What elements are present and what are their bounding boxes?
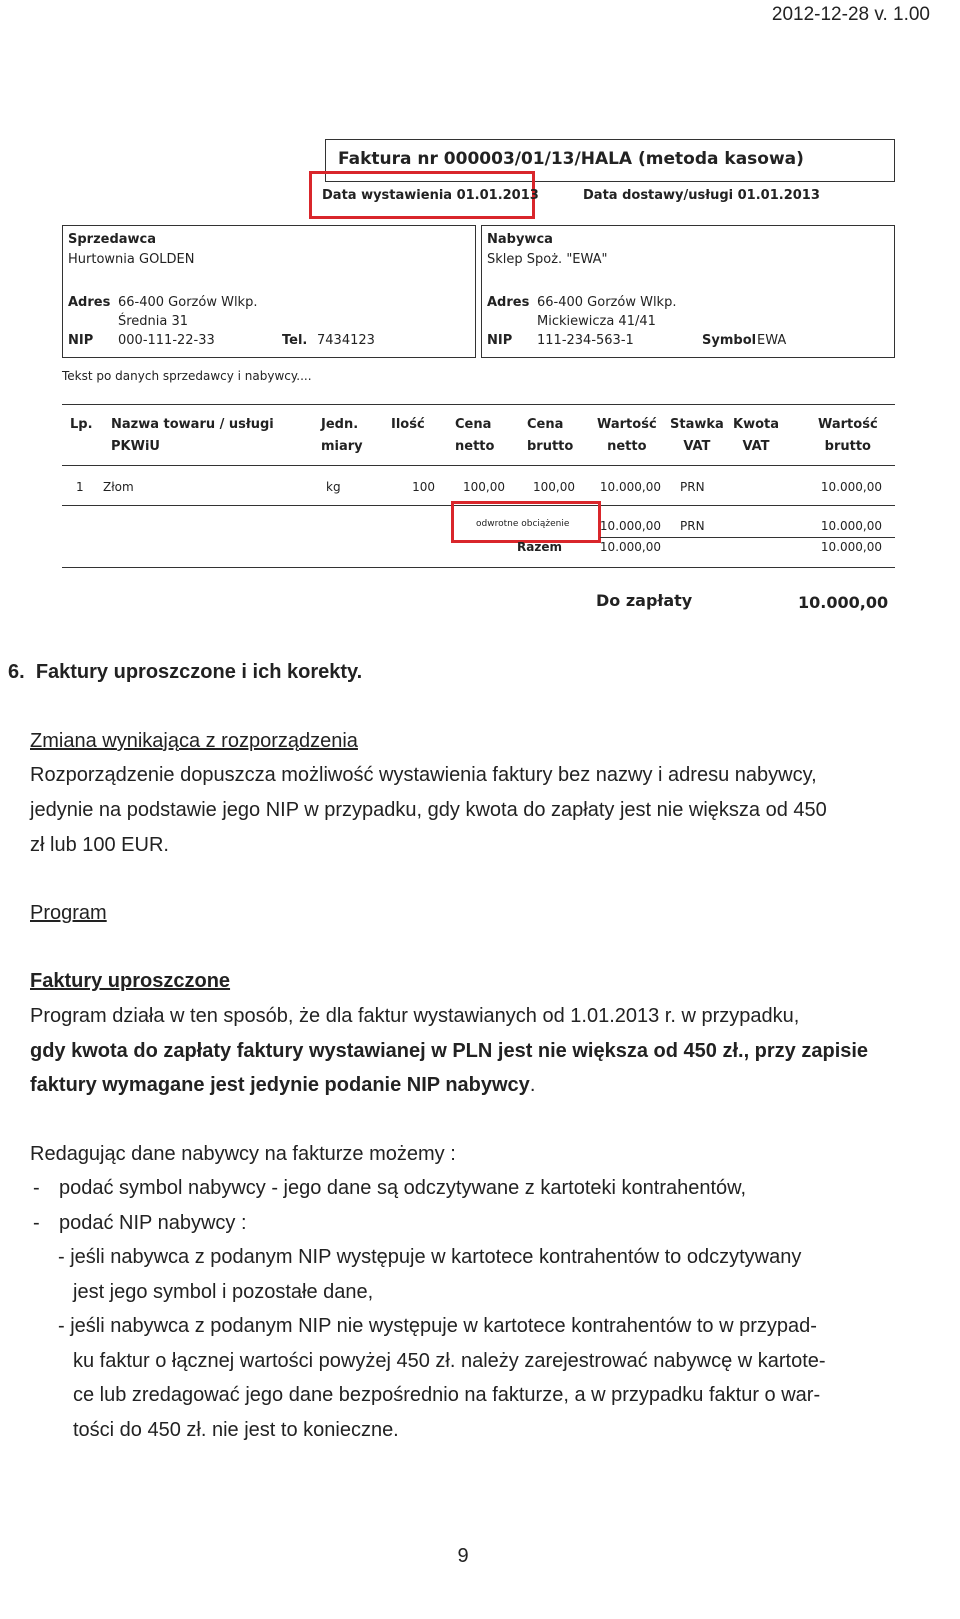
- simplified-line-3-bold: faktury wymagane jest jedynie podanie NIP nabywcy: [30, 1074, 530, 1096]
- reverse-charge-vat-rate: PRN: [680, 519, 705, 533]
- col-vat-amount-line2: VAT: [742, 439, 770, 454]
- change-line-2: jedynie na podstawie jego NIP w przypadku, gdy kwota do zapłaty jest nie większa od 450: [30, 799, 827, 821]
- table-header-line: [62, 465, 895, 466]
- document-version: 2012-12-28 v. 1.00: [771, 4, 930, 25]
- col-price-net-line2: netto: [455, 439, 495, 454]
- seller-nip: 000-111-22-33: [118, 333, 215, 348]
- col-vat-rate-line1: Stawka: [670, 417, 724, 432]
- sub-bullet-2-line-3: ce lub zredagować jego dane bezpośrednio na fakturze, a w przypadku faktur o war-: [73, 1384, 821, 1406]
- row-value-net: 10.000,00: [599, 480, 661, 494]
- row-price-gross: 100,00: [533, 480, 575, 494]
- seller-tel: 7434123: [317, 333, 375, 348]
- sub-bullet-1-line-2: jest jego symbol i pozostałe dane,: [73, 1281, 374, 1303]
- col-qty-line1: Ilość: [391, 417, 425, 432]
- col-price-gross-line2: brutto: [527, 439, 574, 454]
- change-heading: Zmiana wynikająca z rozporządzenia: [30, 730, 358, 752]
- col-vat-amount-line1: Kwota: [733, 417, 780, 432]
- sub-bullet-2-line-4: tości do 450 zł. nie jest to konieczne.: [73, 1419, 399, 1441]
- col-value-gross-line1: Wartość: [818, 417, 878, 432]
- buyer-name: Sklep Spoż. "EWA": [487, 252, 608, 267]
- bullet-1: podać symbol nabywcy - jego dane są odczytywane z kartoteki kontrahentów,: [59, 1177, 747, 1199]
- col-unit-line1: Jedn.: [321, 417, 359, 432]
- issue-date: Data wystawienia 01.01.2013: [322, 188, 539, 203]
- row-value-gross: 10.000,00: [820, 480, 882, 494]
- table-top-line: [62, 404, 895, 405]
- seller-nip-label: NIP: [68, 333, 94, 348]
- program-heading: Program: [30, 902, 107, 924]
- sub-bullet-2-line-1: - jeśli nabywca z podanym NIP nie występuje w kartotece kontrahentów to w przypad-: [58, 1315, 817, 1337]
- col-price-gross: [527, 414, 573, 458]
- col-value-net-line1: Wartość: [597, 417, 657, 432]
- row-qty: 100: [412, 480, 435, 494]
- col-value-net: [597, 414, 657, 458]
- bullet-2-dash: -: [33, 1212, 40, 1234]
- buyer-heading: Nabywca: [487, 232, 553, 247]
- seller-name: Hurtownia GOLDEN: [68, 252, 195, 267]
- simplified-heading: Faktury uproszczone: [30, 970, 231, 992]
- to-pay-amount: 10.000,00: [798, 593, 889, 612]
- row-lp: 1: [76, 480, 84, 494]
- buyer-address-label: Adres: [487, 295, 530, 310]
- buyer-symbol: EWA: [757, 333, 787, 348]
- buyer-address-line2: Mickiewicza 41/41: [537, 314, 656, 329]
- col-price-net-line1: Cena: [455, 417, 492, 432]
- edit-intro: Redagując dane nabywcy na fakturze możemy :: [30, 1143, 456, 1165]
- col-name: [111, 414, 274, 458]
- section-title: Faktury uproszczone i ich korekty.: [35, 661, 363, 683]
- seller-address-line1: 66-400 Gorzów Wlkp.: [118, 295, 258, 310]
- section-heading: [8, 655, 362, 690]
- bullet-2: podać NIP nabywcy :: [59, 1212, 247, 1234]
- change-line-1: Rozporządzenie dopuszcza możliwość wystawienia faktury bez nazwy i adresu nabywcy,: [30, 764, 817, 786]
- col-value-net-line2: netto: [607, 439, 647, 454]
- col-qty: [391, 414, 425, 436]
- buyer-nip-label: NIP: [487, 333, 513, 348]
- simplified-line-1: Program działa w ten sposób, że dla faktur wystawianych od 1.01.2013 r. w przypadku,: [30, 1005, 800, 1027]
- col-price-gross-line1: Cena: [527, 417, 564, 432]
- seller-heading: Sprzedawca: [68, 232, 157, 247]
- reverse-charge-label: odwrotne obciążenie: [476, 519, 570, 529]
- sub-bullet-1-line-1: - jeśli nabywca z podanym NIP występuje w kartotece kontrahentów to odczytywany: [58, 1246, 802, 1268]
- simplified-line-2: [30, 1034, 935, 1069]
- section-number: 6.: [8, 661, 25, 683]
- col-unit-line2: miary: [321, 439, 363, 454]
- buyer-address-line1: 66-400 Gorzów Wlkp.: [537, 295, 677, 310]
- row-unit: kg: [326, 480, 341, 494]
- change-line-3: zł lub 100 EUR.: [30, 834, 169, 856]
- row-vat-rate: PRN: [680, 480, 705, 494]
- simplified-line-3: [30, 1068, 935, 1103]
- simplified-line-2-rest: , przy zapisie: [743, 1040, 869, 1062]
- total-label: Razem: [517, 540, 562, 554]
- buyer-nip: 111-234-563-1: [537, 333, 634, 348]
- col-value-gross: [818, 414, 878, 458]
- buyer-symbol-label: Symbol: [702, 333, 757, 348]
- col-name-line1: Nazwa towaru / usługi: [111, 417, 274, 432]
- seller-address-label: Adres: [68, 295, 111, 310]
- col-name-line2: PKWiU: [111, 439, 160, 454]
- reverse-charge-line: [600, 537, 895, 538]
- col-vat-amount: [733, 414, 779, 458]
- total-value-gross: 10.000,00: [820, 540, 882, 554]
- col-value-gross-line2: brutto: [824, 439, 871, 454]
- reverse-charge-value-net: 10.000,00: [599, 519, 661, 533]
- invoice-note: Tekst po danych sprzedawcy i nabywcy....: [62, 369, 312, 383]
- seller-tel-label: Tel.: [282, 333, 308, 348]
- col-unit: [321, 414, 363, 458]
- col-lp-line1: Lp.: [70, 417, 93, 432]
- simplified-line-2-bold: gdy kwota do zapłaty faktury wystawianej w PLN jest nie większa od 450 zł.: [30, 1040, 744, 1062]
- reverse-charge-value-gross: 10.000,00: [820, 519, 882, 533]
- delivery-date: Data dostawy/usługi 01.01.2013: [583, 188, 820, 203]
- total-value-net: 10.000,00: [599, 540, 661, 554]
- col-lp: [70, 414, 93, 436]
- page-number: 9: [457, 1545, 469, 1567]
- col-vat-rate-line2: VAT: [683, 439, 711, 454]
- invoice-title: Faktura nr 000003/01/13/HALA (metoda kasowa): [338, 149, 804, 169]
- bullet-1-dash: -: [33, 1177, 40, 1199]
- row-price-net: 100,00: [463, 480, 505, 494]
- col-vat-rate: [670, 414, 724, 458]
- table-bottom-line: [62, 567, 895, 568]
- sub-bullet-2-line-2: ku faktur o łącznej wartości powyżej 450 zł. należy zarejestrować nabywcę w kartote-: [73, 1350, 826, 1372]
- to-pay-label: Do zapłaty: [596, 591, 693, 610]
- simplified-line-3-rest: .: [529, 1074, 536, 1096]
- row-name: Złom: [103, 480, 134, 494]
- col-price-net: [455, 414, 494, 458]
- seller-address-line2: Średnia 31: [118, 314, 189, 329]
